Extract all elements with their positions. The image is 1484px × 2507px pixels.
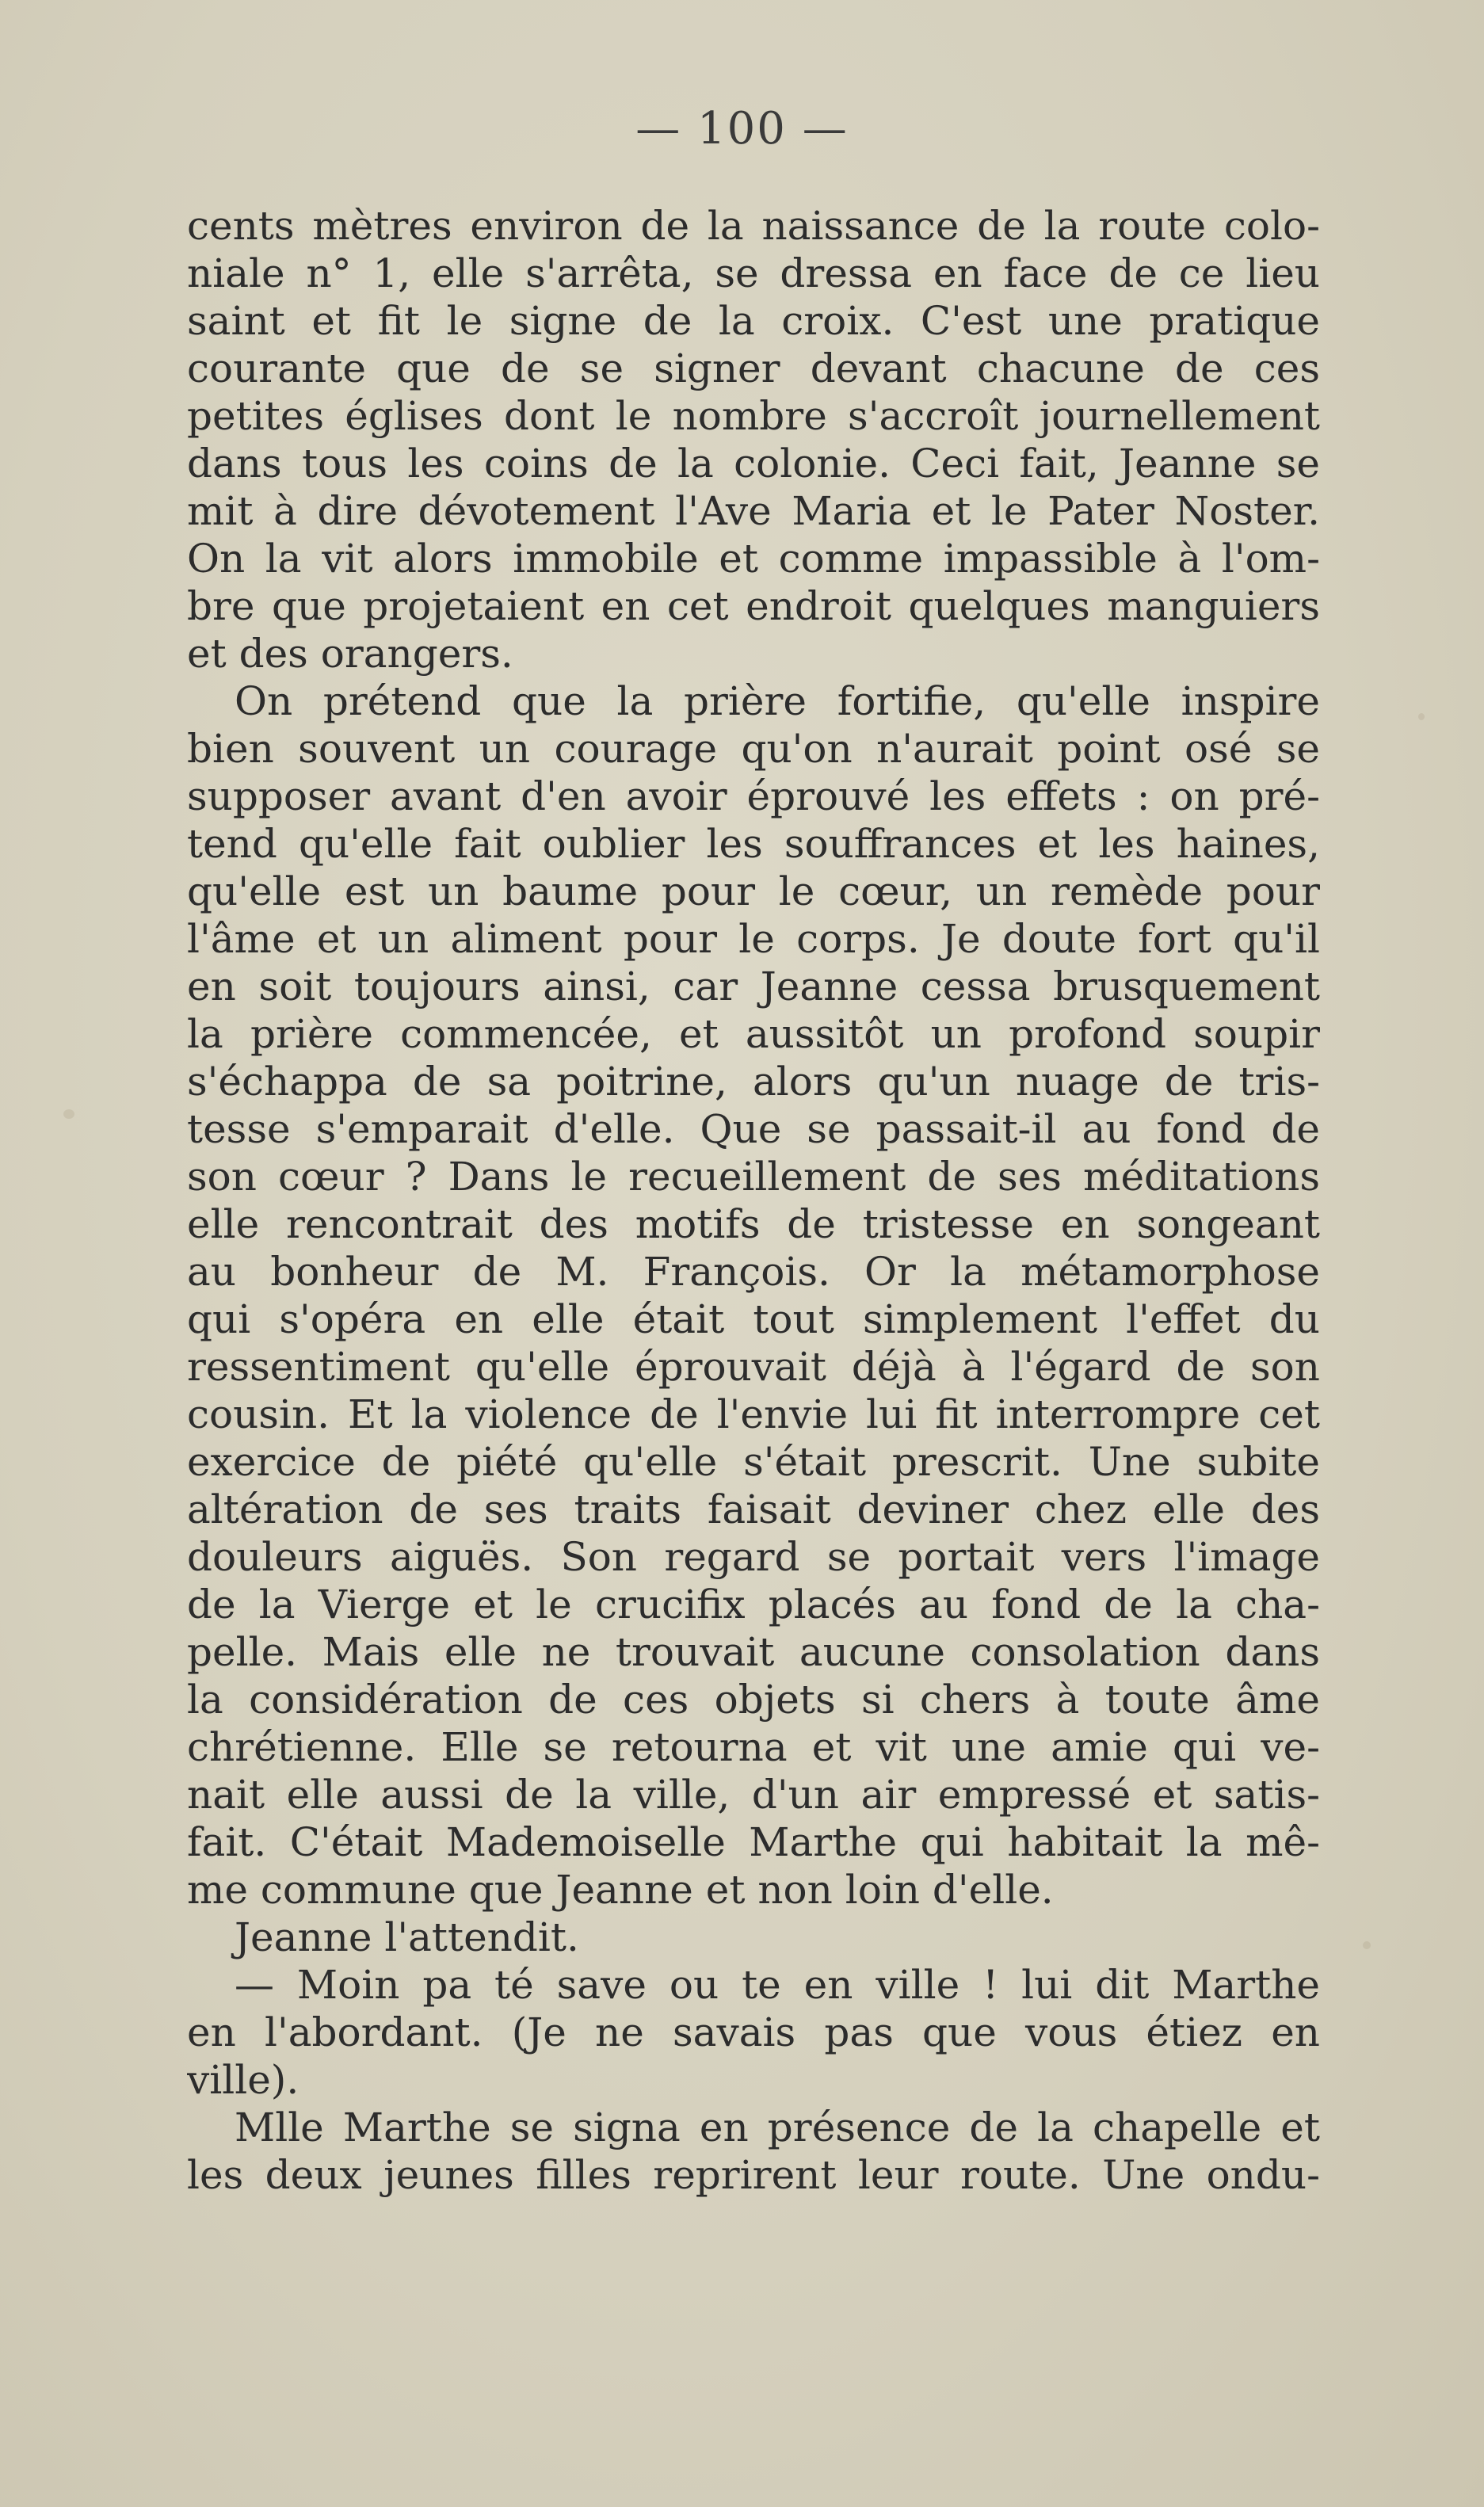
text-line: chrétienne. Elle se retourna et vit une amie qui ve-: [187, 1724, 1320, 1770]
text-line: et des orangers.: [187, 631, 513, 677]
text-line: la considération de ces objets si chers à toute âme: [187, 1677, 1320, 1723]
text-line: niale n° 1, elle s'arrêta, se dressa en face de ce lieu: [187, 250, 1320, 296]
text-line: bre que projetaient en cet endroit quelques manguiers: [187, 583, 1320, 629]
text-line: saint et fit le signe de la croix. C'est une pratique: [187, 298, 1320, 344]
text-line: elle rencontrait des motifs de tristesse en songeant: [187, 1201, 1320, 1247]
text-line: On la vit alors immobile et comme impassible à l'om-: [187, 536, 1320, 582]
body-text: [187, 202, 1320, 2199]
text-line: cousin. Et la violence de l'envie lui fit interrompre cet: [187, 1391, 1320, 1437]
paper-spot: [63, 1109, 74, 1119]
text-line: tend qu'elle fait oublier les souffrances et les haines,: [187, 821, 1320, 867]
text-line: courante que de se signer devant chacune de ces: [187, 345, 1320, 391]
text-line: fait. C'était Mademoiselle Marthe qui habitait la mê-: [187, 1819, 1320, 1865]
text-line: son cœur ? Dans le recueillement de ses méditations: [187, 1154, 1320, 1200]
text-line: mit à dire dévotement l'Ave Maria et le Pater Noster.: [187, 488, 1320, 534]
text-line: On prétend que la prière fortifie, qu'elle inspire: [235, 678, 1320, 724]
page-number: — 100 —: [635, 103, 849, 155]
text-line: la prière commencée, et aussitôt un profond soupir: [187, 1011, 1320, 1057]
text-line: en l'abordant. (Je ne savais pas que vous étiez en: [187, 2009, 1320, 2055]
text-line: qui s'opéra en elle était tout simplement l'effet du: [187, 1296, 1320, 1342]
text-line: cents mètres environ de la naissance de la route colo-: [187, 203, 1320, 249]
text-line: douleurs aiguës. Son regard se portait vers l'image: [187, 1534, 1320, 1580]
text-line: de la Vierge et le crucifix placés au fond de la cha-: [187, 1582, 1320, 1627]
text-line: l'âme et un aliment pour le corps. Je doute fort qu'il: [187, 916, 1320, 962]
text-line: ville).: [187, 2057, 299, 2103]
text-line: en soit toujours ainsi, car Jeanne cessa brusquement: [187, 963, 1320, 1009]
paper-spot: [1363, 1941, 1371, 1949]
text-line: dans tous les coins de la colonie. Ceci fait, Jeanne se: [187, 441, 1320, 487]
text-line: — Moin pa té save ou te en ville ! lui dit Marthe: [235, 1962, 1320, 2008]
paper-spot: [1418, 713, 1425, 720]
text-line: pelle. Mais elle ne trouvait aucune consolation dans: [187, 1629, 1320, 1675]
text-line: me commune que Jeanne et non loin d'elle.: [187, 1867, 1054, 1913]
text-line: petites églises dont le nombre s'accroît journellement: [187, 393, 1320, 439]
text-line: supposer avant d'en avoir éprouvé les effets : on pré-: [187, 773, 1320, 819]
text-line: les deux jeunes filles reprirent leur route. Une ondu-: [187, 2152, 1320, 2198]
text-line: Mlle Marthe se signa en présence de la chapelle et: [235, 2104, 1320, 2150]
text-line: qu'elle est un baume pour le cœur, un remède pour: [187, 868, 1320, 914]
text-line: altération de ses traits faisait deviner chez elle des: [187, 1486, 1320, 1532]
text-line: Jeanne l'attendit.: [235, 1914, 579, 1960]
text-line: exercice de piété qu'elle s'était prescrit. Une subite: [187, 1439, 1320, 1485]
text-line: au bonheur de M. François. Or la métamorphose: [187, 1249, 1320, 1295]
text-line: bien souvent un courage qu'on n'aurait point osé se: [187, 726, 1320, 772]
text-line: nait elle aussi de la ville, d'un air empressé et satis-: [187, 1772, 1320, 1818]
text-line: ressentiment qu'elle éprouvait déjà à l'égard de son: [187, 1344, 1320, 1390]
text-line: tesse s'emparait d'elle. Que se passait-il au fond de: [187, 1106, 1320, 1152]
text-line: s'échappa de sa poitrine, alors qu'un nuage de tris-: [187, 1059, 1320, 1105]
